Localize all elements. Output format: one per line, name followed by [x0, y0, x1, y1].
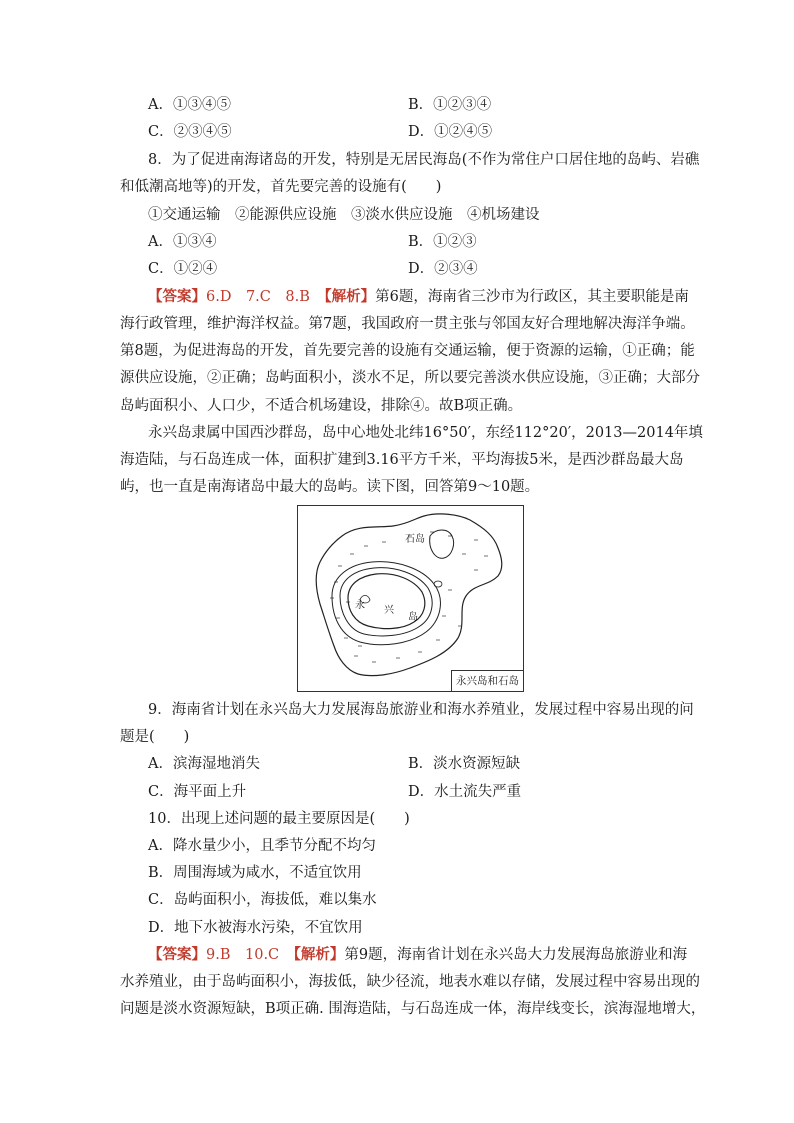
q9-option-c: C．海平面上升: [148, 784, 247, 800]
q8-stem-line2: 和低潮高地等)的开发，首先要完善的设施有( ): [120, 179, 442, 195]
answer1-line1: [148, 287, 689, 307]
q8-items: ①交通运输 ②能源供应设施 ③淡水供应设施 ④机场建设: [148, 207, 540, 223]
q8-option-d: D．②③④: [408, 261, 478, 277]
answer-values: 6.D 7.C 8.B: [206, 289, 310, 305]
q8-option-c: C．①②④: [148, 261, 218, 277]
q8-stem-line1: 8．为了促进南海诸岛的开发，特别是无居民海岛(不作为常住户口居住地的岛屿、岩礁: [148, 152, 700, 168]
intro-line1: 永兴岛隶属中国西沙群岛，岛中心地处北纬16°50′，东经112°20′，2013—2014年填: [148, 425, 703, 441]
q7-option-c: C．②③④⑤: [148, 124, 232, 140]
label-yong: 永: [355, 600, 365, 611]
label-shidao: 石岛: [405, 534, 425, 545]
q7-option-d: D．①②④⑤: [408, 124, 493, 140]
q10-option-d: D．地下水被海水污染，不宜饮用: [148, 920, 363, 936]
analysis-tag: 【解析】: [293, 946, 345, 963]
q10-option-a: A．降水量少小，且季节分配不均匀: [148, 838, 376, 854]
answer2-line1: [148, 945, 687, 965]
q9-stem-line1: 9．海南省计划在永兴岛大力发展海岛旅游业和海水养殖业，发展过程中容易出现的问: [148, 702, 694, 718]
q9-option-a: A．滨海湿地消失: [148, 756, 260, 772]
intro-line3: 屿，也一直是南海诸岛中最大的岛屿。读下图，回答第9～10题。: [120, 479, 540, 495]
q9-option-b: B．淡水资源短缺: [408, 756, 521, 772]
yongxing-contour-mid: [340, 568, 432, 636]
answer-tag: 【答案】: [148, 946, 206, 963]
figure-caption: 永兴岛和石岛: [451, 670, 523, 691]
q7-option-b: B．①②③④: [408, 97, 492, 113]
answer1-line2: 海行政管理，维护海洋权益。第7题，我国政府一贯主张与邻国友好合理地解决海洋争端。: [120, 316, 695, 332]
answer-values: 9.B 10.C: [206, 947, 280, 963]
analysis-text: 第9题，海南省计划在永兴岛大力发展海岛旅游业和海: [344, 947, 688, 963]
q8-option-b: B．①②③: [408, 234, 477, 250]
analysis-text: 第6题，海南省三沙市为行政区，其主要职能是南: [375, 289, 689, 305]
label-dao: 岛: [408, 612, 418, 623]
q7-option-a: A．①③④⑤: [148, 97, 231, 113]
answer2-line2: 水养殖业，由于岛屿面积小，海拔低，缺少径流，地表水难以存储，发展过程中容易出现的: [120, 974, 700, 990]
answer1-line5: 岛屿面积小、人口少，不适合机场建设，排除④。故B项正确。: [120, 398, 523, 414]
shidao-outline: [430, 530, 454, 558]
q10-option-b: B．周围海域为咸水，不适宜饮用: [148, 865, 362, 881]
q8-option-a: A．①③④: [148, 234, 217, 250]
answer1-line4: 源供应设施，②正确；岛屿面积小，淡水不足，所以要完善淡水供应设施，③正确；大部分: [120, 370, 700, 386]
q10-stem: 10．出现上述问题的最主要原因是( ): [148, 811, 410, 827]
analysis-tag: 【解析】: [324, 288, 376, 305]
reef-texture: [330, 532, 488, 662]
answer2-line3: 问题是淡水资源短缺，B项正确. 围海造陆，与石岛连成一体，海岸线变长，滨海湿地增大，: [120, 1001, 706, 1017]
q9-option-d: D．水土流失严重: [408, 784, 522, 800]
label-xing: 兴: [384, 605, 394, 616]
small-islet: [434, 581, 442, 587]
answer1-line3: 第8题，为促进海岛的开发，首先要完善的设施有交通运输，便于资源的运输，①正确；能: [120, 343, 695, 359]
q10-option-c: C．岛屿面积小，海拔低，难以集水: [148, 892, 377, 908]
q9-stem-line2: 题是( ): [120, 729, 190, 745]
island-map-figure: [297, 505, 524, 692]
intro-line2: 海造陆，与石岛连成一体，面积扩建到3.16平方千米，平均海拔5米，是西沙群岛最大岛: [120, 452, 684, 468]
answer-tag: 【答案】: [148, 288, 206, 305]
